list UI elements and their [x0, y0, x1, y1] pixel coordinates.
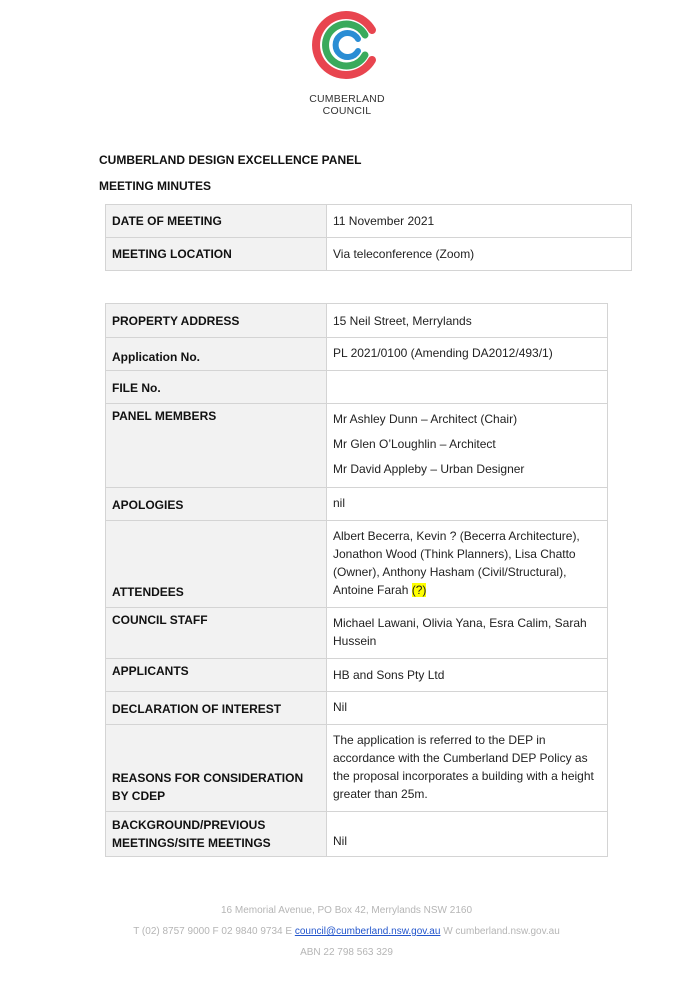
date-of-meeting-value: 11 November 2021 [327, 205, 632, 238]
reasons-value: The application is referred to the DEP in accordance with the Cumberland DEP Policy as the proposal incorporates a building with a height greater than 25m. [327, 725, 608, 812]
panel-member: Mr David Appleby – Urban Designer [333, 462, 525, 476]
table-row [106, 371, 608, 404]
footer-website: W cumberland.nsw.gov.au [443, 926, 560, 937]
file-no-label: FILE No. [106, 371, 327, 404]
table-row [106, 238, 632, 271]
table-row [106, 692, 608, 725]
panel-member: Mr Glen O’Loughlin – Architect [333, 437, 496, 451]
application-details-table [105, 303, 608, 857]
footer-abn: ABN 22 798 563 329 [300, 947, 393, 958]
table-row [106, 725, 608, 812]
footer-address: 16 Memorial Avenue, PO Box 42, Merrylands NSW 2160 [220, 905, 473, 916]
table-row [106, 338, 608, 371]
footer-phone-fax: T (02) 8757 9000 F 02 9840 9734 E [133, 926, 293, 937]
table-row [106, 488, 608, 521]
meeting-location-label: MEETING LOCATION [106, 238, 327, 271]
minutes-heading: MEETING MINUTES [99, 179, 212, 193]
background-label: BACKGROUND/PREVIOUS MEETINGS/SITE MEETINGS [106, 812, 327, 857]
applicants-value: HB and Sons Pty Ltd [327, 659, 608, 692]
logo-line-1: CUMBERLAND [309, 93, 385, 105]
panel-heading: CUMBERLAND DESIGN EXCELLENCE PANEL [99, 153, 362, 167]
reasons-label: REASONS FOR CONSIDERATION BY CDEP [106, 725, 327, 812]
council-staff-value: Michael Lawani, Olivia Yana, Esra Calim, Sarah Hussein [327, 608, 608, 659]
attendees-value [327, 521, 608, 608]
table-row [106, 812, 608, 857]
property-address-label: PROPERTY ADDRESS [106, 304, 327, 338]
application-no-label: Application No. [106, 338, 327, 371]
attendee-query-highlight: (?) [411, 583, 427, 597]
meeting-info-table [105, 204, 632, 271]
declaration-label: DECLARATION OF INTEREST [106, 692, 327, 725]
table-row [106, 404, 608, 488]
attendees-label: ATTENDEES [106, 521, 327, 608]
apologies-label: APOLOGIES [106, 488, 327, 521]
property-address-value: 15 Neil Street, Merrylands [327, 304, 608, 338]
declaration-value: Nil [327, 692, 608, 725]
panel-members-value [327, 404, 608, 488]
panel-member: Mr Ashley Dunn – Architect (Chair) [333, 412, 518, 426]
table-row [106, 659, 608, 692]
application-no-value: PL 2021/0100 (Amending DA2012/493/1) [327, 338, 608, 371]
footer-contact [0, 926, 693, 937]
council-staff-label: COUNCIL STAFF [106, 608, 327, 659]
table-row [106, 304, 608, 338]
table-row [106, 521, 608, 608]
panel-members-label: PANEL MEMBERS [106, 404, 327, 488]
logo-text [300, 93, 394, 117]
date-of-meeting-label: DATE OF MEETING [106, 205, 327, 238]
apologies-value: nil [327, 488, 608, 521]
file-no-value [327, 371, 608, 404]
cumberland-council-logo [312, 10, 382, 80]
table-row [106, 608, 608, 659]
logo-line-2: COUNCIL [322, 105, 372, 117]
background-value: Nil [327, 812, 608, 857]
table-row [106, 205, 632, 238]
meeting-location-value: Via teleconference (Zoom) [327, 238, 632, 271]
attendees-text: Albert Becerra, Kevin ? (Becerra Architecture), Jonathon Wood (Think Planners), Lisa Chatto (Owner), Anthony Hasham (Civil/Structural), Antoine Farah [333, 529, 580, 597]
footer-email-link[interactable]: council@cumberland.nsw.gov.au [294, 926, 441, 937]
applicants-label: APPLICANTS [106, 659, 327, 692]
